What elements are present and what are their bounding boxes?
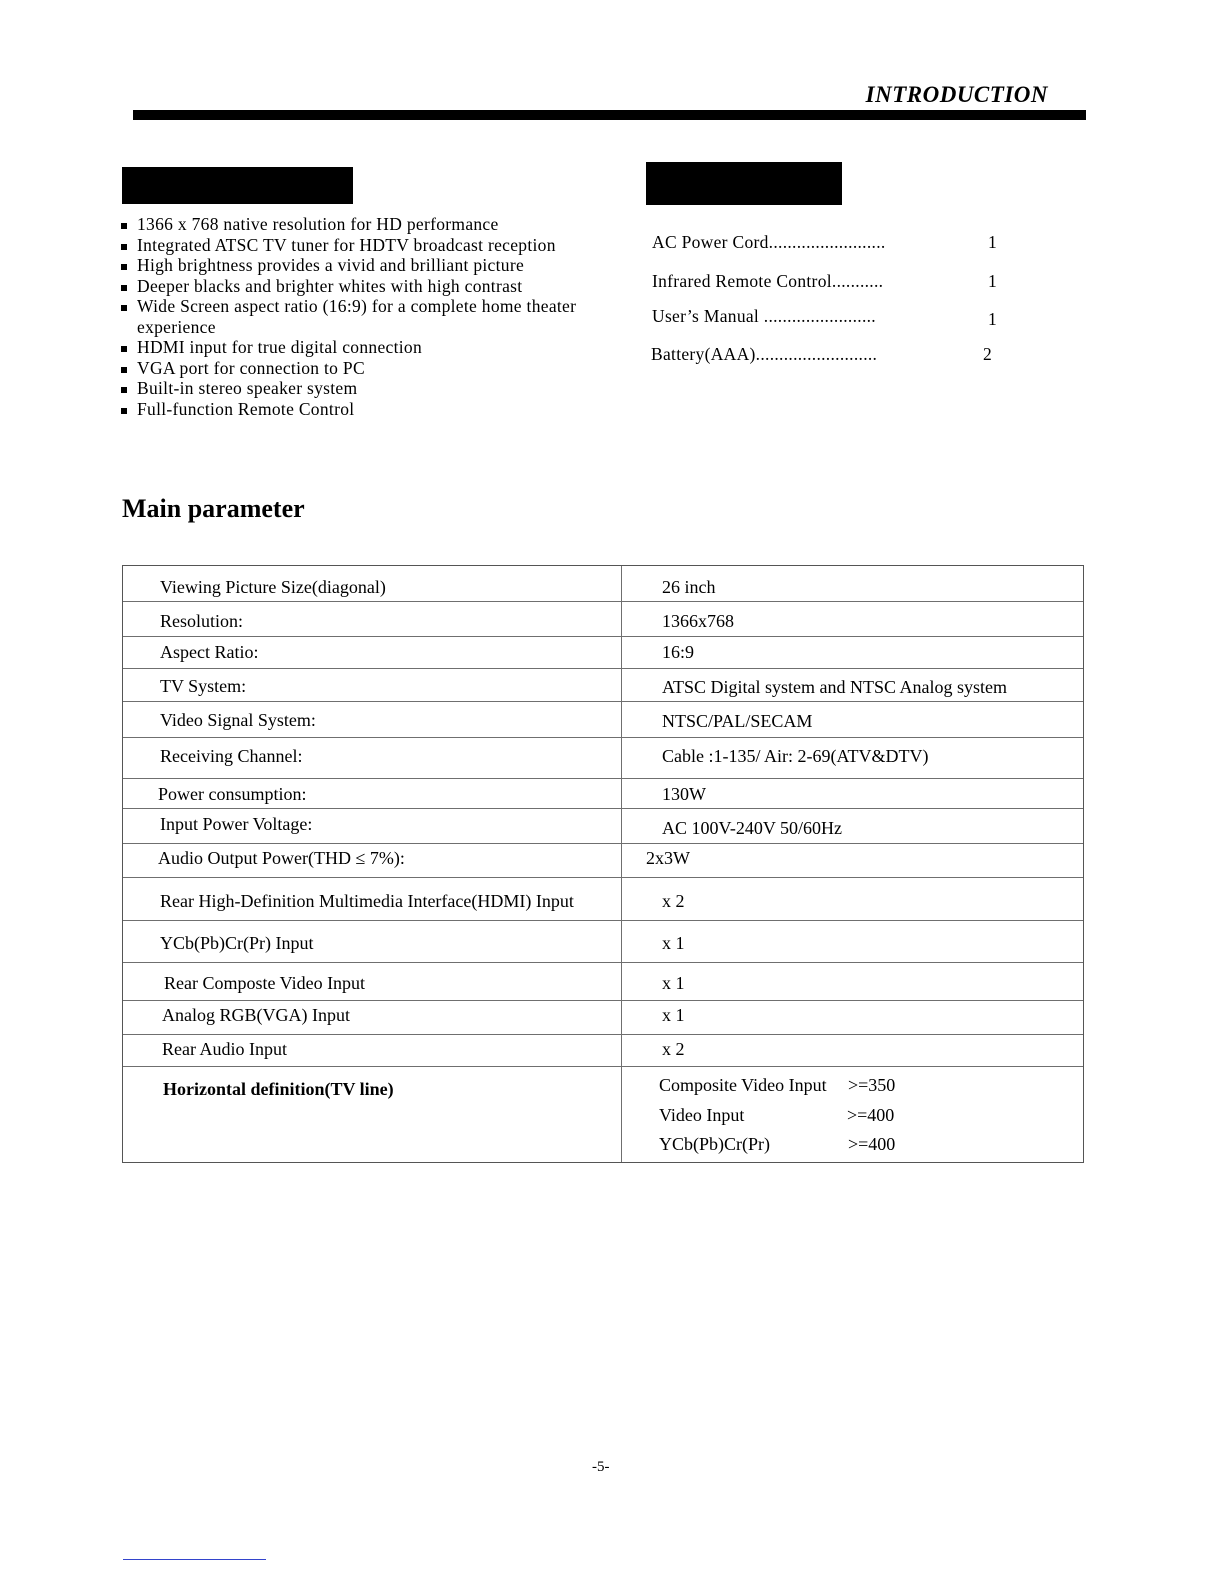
table-row bbox=[123, 1035, 1083, 1067]
table-row bbox=[123, 963, 1083, 1001]
param-label: Rear High-Definition Multimedia Interface(HDMI) Input bbox=[160, 891, 574, 911]
param-label: Horizontal definition(TV line) bbox=[163, 1079, 394, 1099]
table-row bbox=[123, 637, 1083, 669]
table-row bbox=[123, 921, 1083, 963]
table-row bbox=[123, 738, 1083, 779]
table-row bbox=[123, 669, 1083, 702]
table-row bbox=[123, 566, 1083, 602]
accessory-qty: 1 bbox=[987, 271, 997, 291]
feature-item: High brightness provides a vivid and brilliant picture bbox=[121, 255, 641, 276]
table-row bbox=[123, 1001, 1083, 1035]
table-row bbox=[123, 809, 1083, 844]
table-row bbox=[123, 1067, 1083, 1162]
param-label: Power consumption: bbox=[158, 784, 307, 804]
param-label: Rear Composte Video Input bbox=[164, 973, 366, 993]
footer-line bbox=[123, 1559, 266, 1560]
param-label: Analog RGB(VGA) Input bbox=[162, 1005, 350, 1025]
param-value: 1366x768 bbox=[662, 611, 734, 631]
features-heading-block bbox=[122, 167, 353, 204]
param-label: Rear Audio Input bbox=[162, 1039, 287, 1059]
param-value: AC 100V-240V 50/60Hz bbox=[662, 818, 843, 838]
param-label: Input Power Voltage: bbox=[160, 814, 313, 834]
param-value: Cable :1-135/ Air: 2-69(ATV&DTV) bbox=[662, 746, 929, 766]
feature-item: Full-function Remote Control bbox=[121, 399, 641, 420]
param-value: x 1 bbox=[662, 1005, 685, 1025]
accessories-heading-block bbox=[646, 162, 842, 205]
param-label: Aspect Ratio: bbox=[160, 642, 259, 662]
param-value: 16:9 bbox=[662, 642, 695, 662]
param-label: Viewing Picture Size(diagonal) bbox=[160, 577, 386, 597]
accessory-qty: 2 bbox=[982, 344, 992, 364]
accessory-name: Battery(AAA).......................... bbox=[651, 344, 878, 364]
accessory-item bbox=[652, 306, 997, 330]
param-value: x 2 bbox=[662, 891, 685, 911]
accessory-item bbox=[652, 271, 997, 295]
param-value: NTSC/PAL/SECAM bbox=[662, 711, 813, 731]
param-value: x 1 bbox=[662, 933, 685, 953]
param-label: Audio Output Power(THD ≤ 7%): bbox=[158, 848, 405, 868]
feature-item: Deeper blacks and brighter whites with high contrast bbox=[121, 276, 641, 297]
horizontal-line-name: Composite Video Input bbox=[659, 1075, 827, 1095]
features-list bbox=[121, 214, 641, 419]
accessory-name: User’s Manual ........................ bbox=[652, 306, 876, 326]
page-number: -5- bbox=[592, 1459, 610, 1475]
param-value: ATSC Digital system and NTSC Analog system bbox=[662, 677, 1008, 697]
accessory-qty: 1 bbox=[987, 232, 997, 252]
accessory-item bbox=[651, 344, 992, 368]
param-label: Receiving Channel: bbox=[160, 746, 303, 766]
horizontal-line-name: YCb(Pb)Cr(Pr) bbox=[659, 1134, 770, 1154]
param-label: Resolution: bbox=[160, 611, 244, 631]
feature-item: Built-in stereo speaker system bbox=[121, 378, 641, 399]
table-row bbox=[123, 779, 1083, 809]
feature-item: 1366 x 768 native resolution for HD performance bbox=[121, 214, 641, 235]
param-value: x 2 bbox=[662, 1039, 685, 1059]
table-row bbox=[123, 844, 1083, 878]
param-label: YCb(Pb)Cr(Pr) Input bbox=[160, 933, 314, 953]
table-row bbox=[123, 702, 1083, 738]
horizontal-line-name: Video Input bbox=[659, 1105, 745, 1125]
feature-item: VGA port for connection to PC bbox=[121, 358, 641, 379]
horizontal-line-value: >=400 bbox=[847, 1105, 895, 1125]
param-label: TV System: bbox=[160, 676, 247, 696]
param-value: x 1 bbox=[662, 973, 685, 993]
param-value: 130W bbox=[662, 784, 706, 804]
table-row bbox=[123, 878, 1083, 921]
section-title-main-parameter: Main parameter bbox=[122, 494, 305, 523]
feature-item: Integrated ATSC TV tuner for HDTV broadcast reception bbox=[121, 235, 641, 256]
horizontal-line-value: >=400 bbox=[848, 1134, 896, 1154]
param-value: 2x3W bbox=[646, 848, 690, 868]
accessory-qty: 1 bbox=[987, 309, 997, 329]
param-value: 26 inch bbox=[662, 577, 716, 597]
table-row bbox=[123, 602, 1083, 637]
accessory-item bbox=[652, 232, 997, 256]
accessory-name: AC Power Cord......................... bbox=[652, 232, 886, 252]
feature-item: HDMI input for true digital connection bbox=[121, 337, 641, 358]
param-label: Video Signal System: bbox=[160, 710, 316, 730]
accessory-name: Infrared Remote Control........... bbox=[652, 271, 884, 291]
header-rule bbox=[133, 110, 1086, 120]
feature-item: Wide Screen aspect ratio (16:9) for a complete home theater experience bbox=[121, 296, 641, 337]
horizontal-line-value: >=350 bbox=[848, 1075, 896, 1095]
header-title: INTRODUCTION bbox=[865, 82, 1048, 107]
main-parameter-table bbox=[122, 565, 1084, 1163]
